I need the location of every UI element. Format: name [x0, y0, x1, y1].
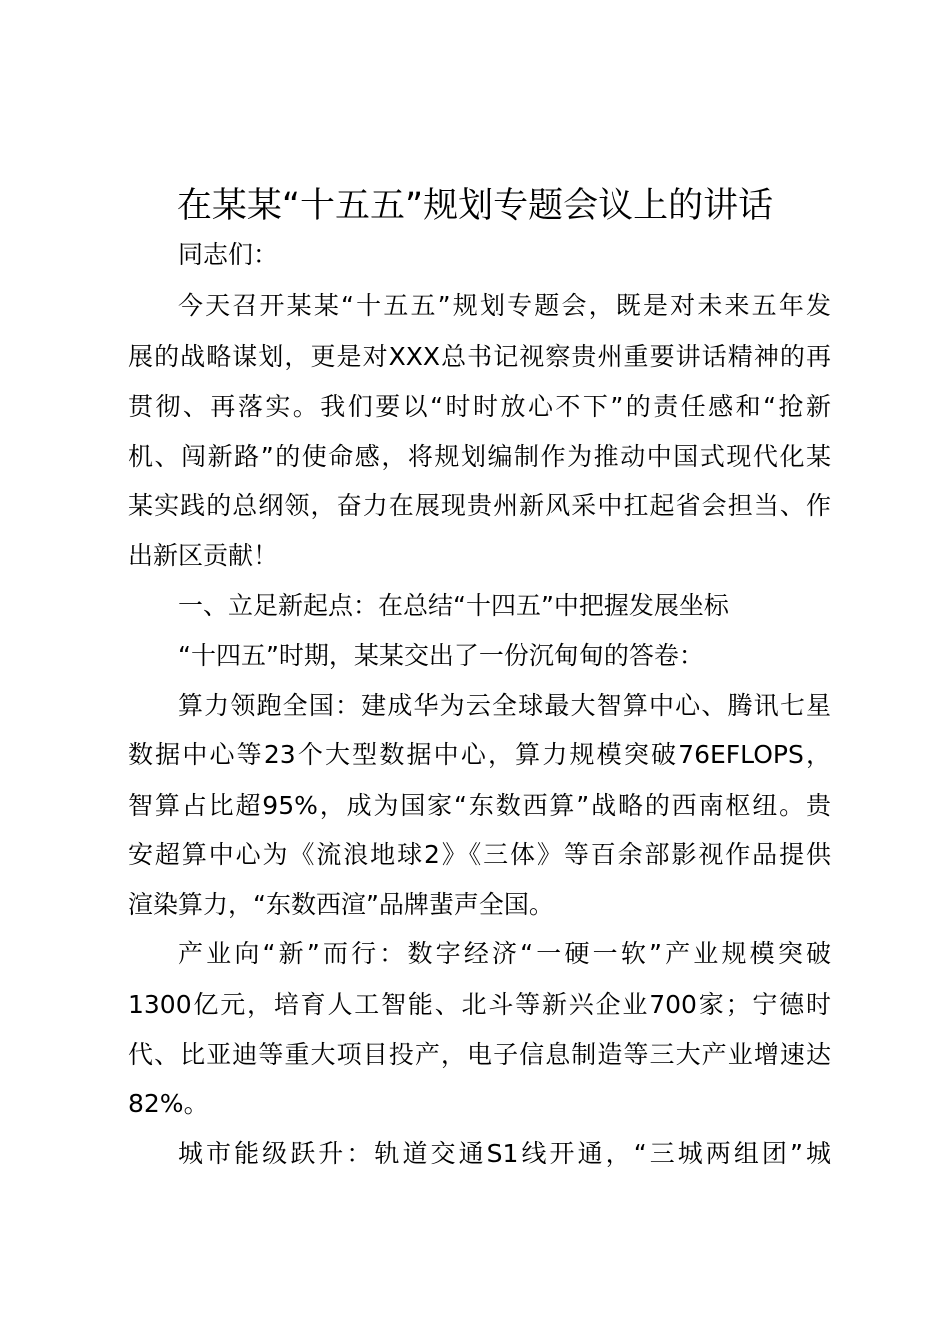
- paragraph-line: 渲染算力，“东数西渲”品牌蜚声全国。: [128, 890, 554, 919]
- paragraph-line: 算力领跑全国：建成华为云全球最大智算中心、腾讯七星: [178, 691, 831, 720]
- paragraph-line: 城市能级跃升：轨道交通S1线开通，“三城两组团”城: [178, 1139, 831, 1168]
- salutation: 同志们：: [178, 240, 279, 269]
- paragraph-line: 今天召开某某“十五五”规划专题会，既是对未来五年发: [178, 291, 831, 320]
- paragraph-line: 安超算中心为《流浪地球2》《三体》等百余部影视作品提供: [128, 840, 831, 869]
- paragraph-line: 出新区贡献！: [128, 541, 279, 570]
- paragraph-line: 产业向“新”而行：数字经济“一硬一软”产业规模突破: [178, 939, 831, 968]
- section-heading: 一、立足新起点：在总结“十四五”中把握发展坐标: [178, 591, 729, 620]
- paragraph-line: 数据中心等23个大型数据中心，算力规模突破76EFLOPS，: [128, 740, 831, 769]
- paragraph-line: 代、比亚迪等重大项目投产，电子信息制造等三大产业增速达: [128, 1040, 831, 1069]
- paragraph-line: 82%。: [128, 1089, 209, 1118]
- paragraph-line: “十四五”时期，某某交出了一份沉甸甸的答卷：: [178, 641, 704, 670]
- paragraph-line: 机、闯新路”的使命感，将规划编制作为推动中国式现代化某: [128, 442, 831, 471]
- paragraph-line: 某实践的总纲领，奋力在展现贵州新风采中扛起省会担当、作: [128, 491, 831, 520]
- paragraph-line: 智算占比超95%，成为国家“东数西算”战略的西南枢纽。贵: [128, 791, 831, 820]
- paragraph-line: 1300亿元，培育人工智能、北斗等新兴企业700家；宁德时: [128, 990, 831, 1019]
- document-title: 在某某“十五五”规划专题会议上的讲话: [176, 186, 774, 226]
- paragraph-line: 展的战略谋划，更是对XXX总书记视察贵州重要讲话精神的再: [128, 342, 831, 371]
- paragraph-line: 贯彻、再落实。我们要以“时时放心不下”的责任感和“抢新: [128, 392, 831, 421]
